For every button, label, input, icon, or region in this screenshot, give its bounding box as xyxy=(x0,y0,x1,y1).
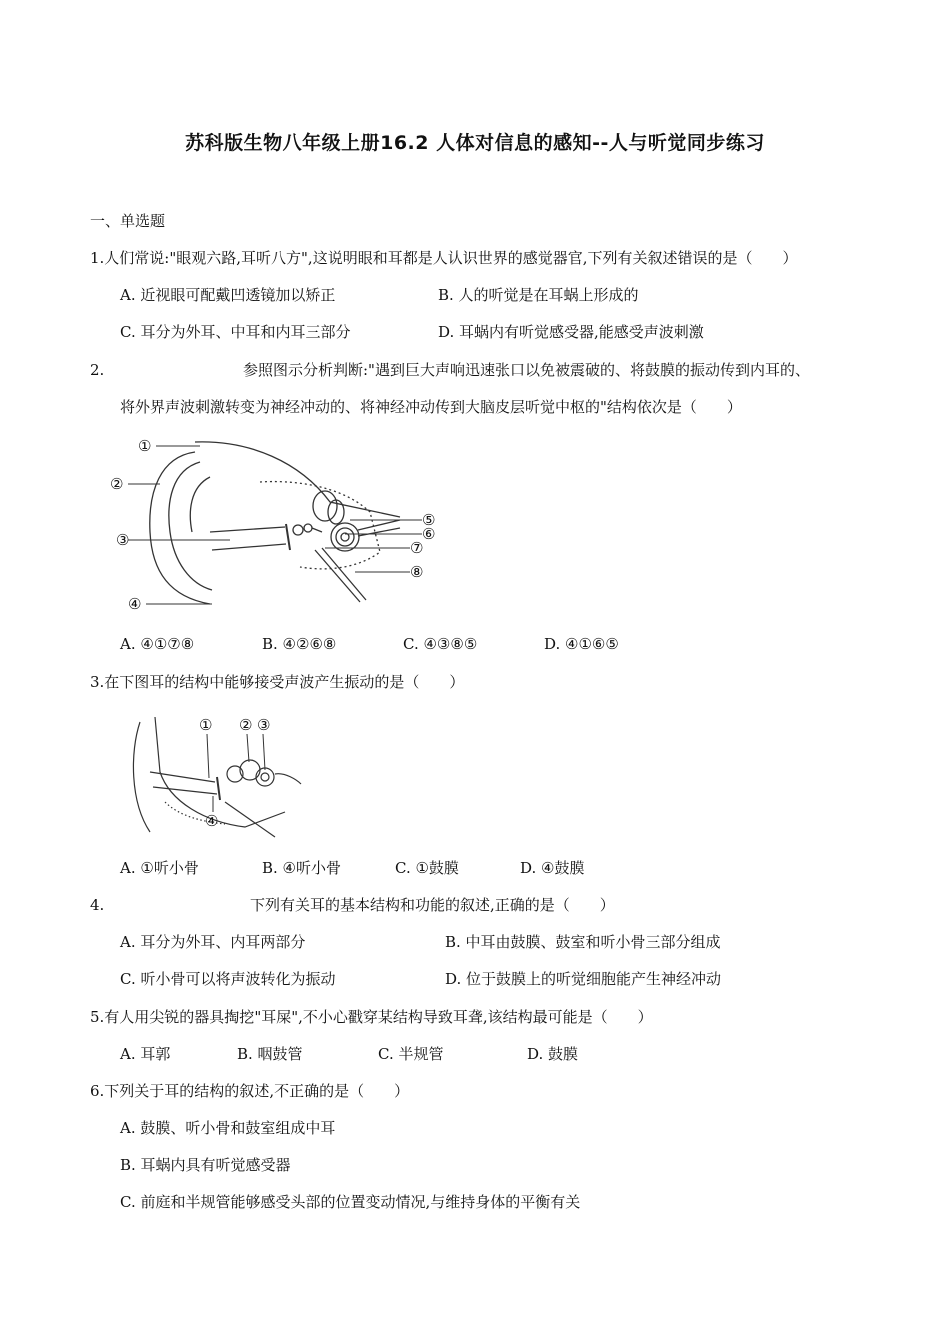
question-4-option-c[interactable]: C. 听小骨可以将声波转化为振动 xyxy=(120,970,336,988)
question-2-stem-line2: 将外界声波刺激转变为神经冲动的、将神经冲动传到大脑皮层听觉中枢的"结构依次是（ ） xyxy=(120,398,742,416)
question-3-option-a[interactable]: A. ①听小骨 xyxy=(120,859,199,877)
question-4-number: 4. xyxy=(90,896,105,914)
page-title: 苏科版生物八年级上册16.2 人体对信息的感知--人与听觉同步练习 xyxy=(185,132,765,154)
question-3-option-d[interactable]: D. ④鼓膜 xyxy=(520,859,585,877)
question-5-option-b[interactable]: B. 咽鼓管 xyxy=(237,1045,303,1063)
question-6-stem: 6.下列关于耳的结构的叙述,不正确的是（ ） xyxy=(90,1082,410,1100)
question-4-stem: 下列有关耳的基本结构和功能的叙述,正确的是（ ） xyxy=(250,896,615,914)
section-heading: 一、单选题 xyxy=(90,212,166,230)
question-5-option-a[interactable]: A. 耳郭 xyxy=(120,1045,171,1063)
figure1-label-7: ⑦ xyxy=(410,539,424,557)
question-3-option-b[interactable]: B. ④听小骨 xyxy=(262,859,342,877)
question-2-option-a[interactable]: A. ④①⑦⑧ xyxy=(120,635,195,653)
question-6-option-b[interactable]: B. 耳蜗内具有听觉感受器 xyxy=(120,1156,291,1174)
figure1-label-5: ⑤ xyxy=(422,511,436,529)
question-5-option-c[interactable]: C. 半规管 xyxy=(378,1045,444,1063)
figure1-label-8: ⑧ xyxy=(410,563,424,581)
question-1-option-c[interactable]: C. 耳分为外耳、中耳和内耳三部分 xyxy=(120,323,351,341)
question-3-stem: 3.在下图耳的结构中能够接受声波产生振动的是（ ） xyxy=(90,673,465,691)
question-3-option-c[interactable]: C. ①鼓膜 xyxy=(395,859,459,877)
question-2-option-b[interactable]: B. ④②⑥⑧ xyxy=(262,635,337,653)
figure1-label-2: ② xyxy=(110,475,124,493)
question-5-stem: 5.有人用尖锐的器具掏挖"耳屎",不小心戳穿某结构导致耳聋,该结构最可能是（ ） xyxy=(90,1008,653,1026)
question-2-option-c[interactable]: C. ④③⑧⑤ xyxy=(403,635,478,653)
question-1-option-b[interactable]: B. 人的听觉是在耳蜗上形成的 xyxy=(438,286,639,304)
question-4-option-b[interactable]: B. 中耳由鼓膜、鼓室和听小骨三部分组成 xyxy=(445,933,721,951)
question-2-option-d[interactable]: D. ④①⑥⑤ xyxy=(544,635,619,653)
ear-diagram-2 xyxy=(125,712,305,842)
question-1-stem: 1.人们常说:"眼观六路,耳听八方",这说明眼和耳都是人认识世界的感觉器官,下列有关叙述错误的是（ ） xyxy=(90,249,798,267)
question-5-option-d[interactable]: D. 鼓膜 xyxy=(527,1045,579,1063)
question-1-option-a[interactable]: A. 近视眼可配戴凹透镜加以矫正 xyxy=(120,286,336,304)
question-6-option-c[interactable]: C. 前庭和半规管能够感受头部的位置变动情况,与维持身体的平衡有关 xyxy=(120,1193,581,1211)
question-2-stem-line1: 参照图示分析判断:"遇到巨大声响迅速张口以免被震破的、将鼓膜的振动传到内耳的、 xyxy=(243,361,810,379)
question-2-number: 2. xyxy=(90,361,105,379)
question-1-option-d[interactable]: D. 耳蜗内有听觉感受器,能感受声波刺激 xyxy=(438,323,704,341)
question-4-option-a[interactable]: A. 耳分为外耳、内耳两部分 xyxy=(120,933,306,951)
figure2-label-4: ④ xyxy=(205,812,219,830)
figure2-label-2: ② xyxy=(239,716,253,734)
figure1-label-3: ③ xyxy=(116,531,130,549)
figure2-label-3: ③ xyxy=(257,716,271,734)
figure1-label-1: ① xyxy=(138,437,152,455)
question-6-option-a[interactable]: A. 鼓膜、听小骨和鼓室组成中耳 xyxy=(120,1119,336,1137)
ear-diagram-1 xyxy=(100,432,440,622)
figure1-label-4: ④ xyxy=(128,595,142,613)
figure1-label-6: ⑥ xyxy=(422,525,436,543)
figure2-label-1: ① xyxy=(199,716,213,734)
question-4-option-d[interactable]: D. 位于鼓膜上的听觉细胞能产生神经冲动 xyxy=(445,970,722,988)
